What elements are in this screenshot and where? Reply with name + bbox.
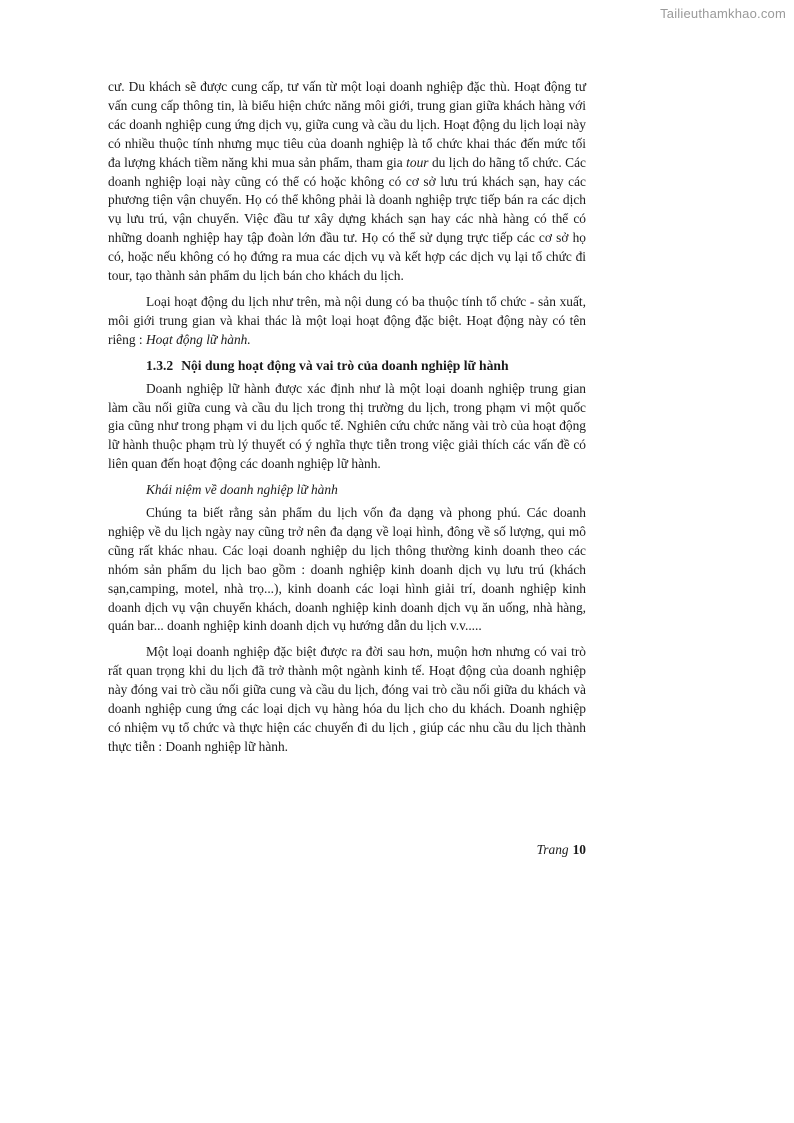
paragraph-1-text-a: cư. Du khách sẽ được cung cấp, tư vấn từ một loại doanh nghiệp đặc thù. Hoạt động tư vấn cung cấp thông tin, là biểu hiện chức năng môi giới, trung gian giữa khách hàng với các doanh nghiệp cung ứng dịch vụ, giữa cung và cầu du lịch. Hoạt động du lịch loại này có nhiều thuộc tính nhưng mục tiêu của doanh nghiệp là tổ chức khai thác đến mức tối đa lượng khách tiềm năng khi mua sản phẩm, tham gia — [108, 79, 586, 170]
paragraph-1-text-b: du lịch do hãng tổ chức. Các doanh nghiệp loại này cũng có thể có hoặc không có cơ sở lưu trú khách sạn, hay các phương tiện vận chuyển. Họ có thể không phải là doanh nghiệp trực tiếp bán ra các dịch vụ lưu trú, vận chuyển. Việc đầu tư xây dựng khách sạn hay các nhà hàng có thể có những doanh nghiệp hay tập đoàn lớn đầu tư. Họ có thể sử dụng trực tiếp các cơ sở họ có, hoặc nếu không có họ đứng ra mua các dịch vụ và kết hợp các dịch vụ lại tổ chức đi tour, tạo thành sản phẩm du lịch bán cho khách du lịch. — [108, 154, 586, 284]
paragraph-3: Doanh nghiệp lữ hành được xác định như là một loại doanh nghiệp trung gian làm cầu nối giữa cung và cầu du lịch trong thị trường du lịch, trong phạm vi một quốc gia cũng như trong phạm vi du lịch quốc tế. Nghiên cứu chức năng vài trò của hoạt động lữ hành thuộc phạm trù lý thuyết có ý nghĩa thực tiễn trong việc giải thích các vấn đề có liên quan đến hoạt động các doanh nghiệp lữ hành. — [108, 380, 586, 472]
section-number: 1.3.2 — [146, 357, 174, 373]
paragraph-2-text: Loại hoạt động du lịch như trên, mà nội dung có ba thuộc tính tổ chức - sản xuất, môi giới trung gian và khai thác là một loại hoạt động đặc biệt. Hoạt động này có tên riêng : — [108, 293, 586, 347]
paragraph-2 — [108, 293, 586, 350]
page-footer — [108, 842, 586, 858]
paragraph-5: Một loại doanh nghiệp đặc biệt được ra đời sau hơn, muộn hơn nhưng có vai trò rất quan trọng khi du lịch đã trở thành một ngành kinh tế. Hoạt động của doanh nghiệp này đóng vai trò cầu nối giữa cung và cầu du lịch, đóng vai trò cầu nối giữa du khách và doanh nghiệp cung ứng các loại dịch vụ hàng hóa du lịch cho du khách. Doanh nghiệp có nhiệm vụ tổ chức và thực hiện các chuyến đi du lịch , giúp các nhu cầu du lịch thành thực tiễn : Doanh nghiệp lữ hành. — [108, 644, 586, 754]
paragraph-4: Chúng ta biết rằng sản phẩm du lịch vốn đa dạng và phong phú. Các doanh nghiệp về du lịch ngày nay cũng trở nên đa dạng về loại hình, đông về số lượng, qui mô cũng rất khác nhau. Các loại doanh nghiệp du lịch thông thường kinh doanh theo các nhóm sản phẩm du lịch bao gồm : doanh nghiệp kinh doanh dịch vụ lưu trú (khách sạn,camping, motel, nhà trọ...), kinh doanh các loại hình giải trí, doanh nghiệp kinh doanh dịch vụ vận chuyển khách, doanh nghiệp kinh doanh dịch vụ ăn uống, nhà hàng, quán bar... doanh nghiệp kinh doanh dịch vụ hướng dẫn du lịch v.v..... — [108, 505, 586, 634]
paragraph-1-tour-term: tour — [406, 154, 429, 170]
watermark: Tailieuthamkhao.com — [660, 6, 786, 21]
section-title: Nội dung hoạt động và vai trò của doanh nghiệp lữ hành — [181, 357, 509, 373]
document-body — [108, 78, 586, 764]
page-label: Trang — [536, 842, 569, 857]
paragraph-2-term: Hoạt động lữ hành. — [145, 331, 251, 347]
subheading: Khái niệm về doanh nghiệp lữ hành — [146, 482, 338, 498]
section-heading — [108, 357, 586, 376]
paragraph-1 — [108, 78, 586, 286]
page-number: 10 — [572, 842, 586, 857]
